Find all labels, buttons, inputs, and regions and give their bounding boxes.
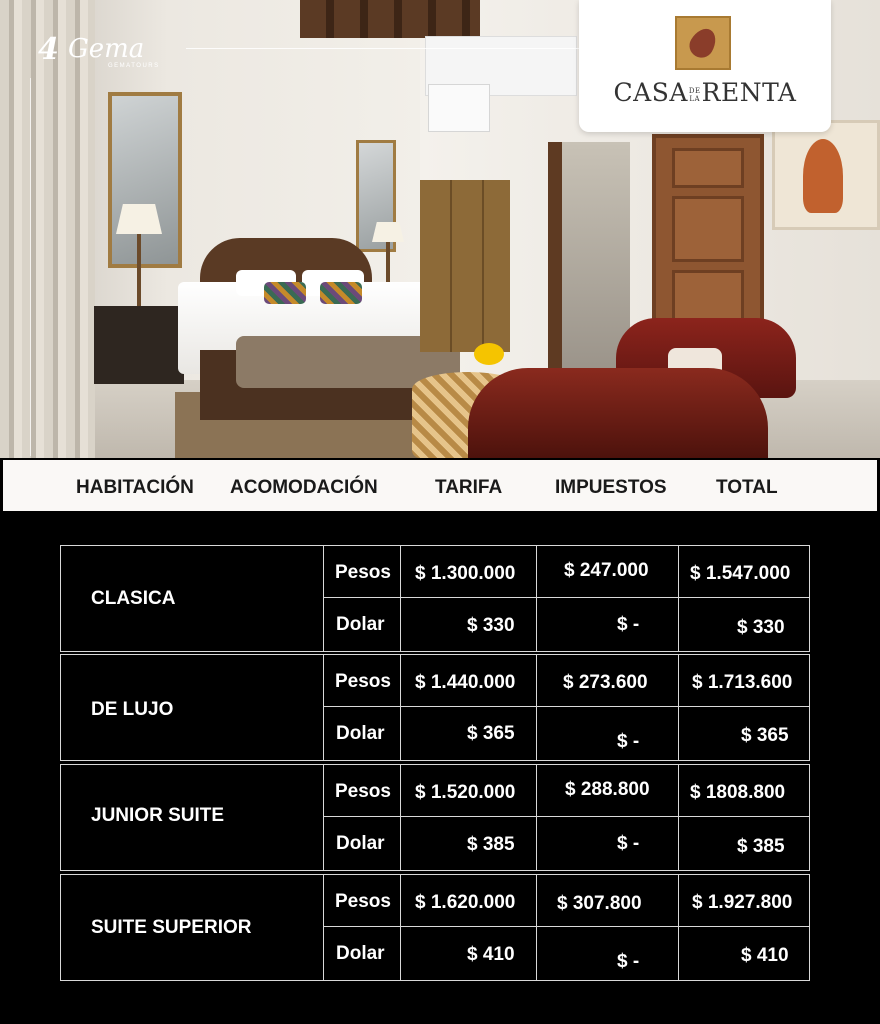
room-cell <box>60 764 325 871</box>
door-panel <box>672 196 744 262</box>
tarifa-value: $ 1.620.000 <box>415 892 516 913</box>
rate-block-junior-suite <box>60 764 810 871</box>
gema-logo-text: Gema <box>68 34 145 64</box>
gema-logo <box>38 30 168 74</box>
tarifa-value: $ 1.520.000 <box>415 782 516 803</box>
impuestos-value: $ 288.800 <box>565 779 650 800</box>
ceiling-beams <box>300 0 480 38</box>
tarifa-cell <box>400 545 538 599</box>
tarifa-cell <box>400 654 538 708</box>
currency-cell <box>323 926 402 981</box>
total-value: $ 330 <box>737 617 785 638</box>
impuestos-value: $ - <box>617 833 640 854</box>
tarifa-cell <box>400 597 538 652</box>
tarifa-value: $ 365 <box>467 723 515 744</box>
impuestos-value: $ 273.600 <box>563 672 648 693</box>
total-value: $ 1.713.600 <box>692 672 793 693</box>
impuestos-cell <box>536 764 680 818</box>
header-acomodacion: ACOMODACIÓN <box>230 477 378 498</box>
header-total: TOTAL <box>716 477 778 498</box>
hotel-name-small <box>689 87 701 103</box>
hotel-name-part: CASA <box>613 78 688 107</box>
impuestos-cell <box>536 926 680 981</box>
wall-art <box>772 120 880 230</box>
currency-label: Pesos <box>335 891 391 912</box>
lamp-left <box>116 204 162 234</box>
impuestos-value: $ 247.000 <box>564 560 649 581</box>
total-value: $ 365 <box>741 725 789 746</box>
tarifa-cell <box>400 874 538 928</box>
impuestos-cell <box>536 706 680 761</box>
total-cell <box>678 926 810 981</box>
rate-block-de-lujo <box>60 654 810 761</box>
total-value: $ 410 <box>741 945 789 966</box>
room-name: JUNIOR SUITE <box>91 805 225 826</box>
leaf-icon <box>685 24 721 62</box>
header-tarifa: TARIFA <box>435 477 503 498</box>
header-habitacion: HABITACIÓN <box>76 477 194 498</box>
currency-cell <box>323 545 402 599</box>
gema-logo-mark: 4 <box>38 32 59 67</box>
impuestos-cell <box>536 597 680 652</box>
total-value: $ 1.547.000 <box>690 563 791 584</box>
tarifa-cell <box>400 706 538 761</box>
total-cell <box>678 654 810 708</box>
total-value: $ 1.927.800 <box>692 892 793 913</box>
currency-label: Pesos <box>335 781 391 802</box>
total-cell <box>678 816 810 871</box>
currency-label: Dolar <box>336 833 385 854</box>
impuestos-value: $ - <box>617 614 640 635</box>
leaf-emblem-icon <box>675 16 731 70</box>
total-cell <box>678 764 810 818</box>
total-value: $ 385 <box>737 836 785 857</box>
tarifa-value: $ 1.440.000 <box>415 672 516 693</box>
rate-block-clasica <box>60 545 810 652</box>
tarifa-value: $ 385 <box>467 834 515 855</box>
impuestos-value: $ - <box>617 731 640 752</box>
room-cell <box>60 654 325 761</box>
nightstand-left <box>94 306 184 384</box>
tarifa-value: $ 1.300.000 <box>415 563 516 584</box>
currency-cell <box>323 816 402 871</box>
art-figure <box>803 139 843 213</box>
total-value: $ 1808.800 <box>690 782 786 803</box>
impuestos-cell <box>536 654 680 708</box>
impuestos-value: $ - <box>617 951 640 972</box>
total-cell <box>678 706 810 761</box>
armchair-front <box>468 368 768 458</box>
currency-cell <box>323 764 402 818</box>
currency-label: Pesos <box>335 562 391 583</box>
flowers <box>474 343 504 365</box>
lamp-right <box>372 222 404 242</box>
currency-label: Dolar <box>336 943 385 964</box>
hotel-name-part: RENTA <box>701 78 797 107</box>
currency-label: Dolar <box>336 723 385 744</box>
casa-de-la-renta-logo <box>579 0 831 132</box>
divider-line <box>30 78 31 456</box>
tarifa-cell <box>400 764 538 818</box>
currency-cell <box>323 654 402 708</box>
currency-cell <box>323 874 402 928</box>
impuestos-cell <box>536 874 680 928</box>
header-impuestos: IMPUESTOS <box>555 477 667 498</box>
air-conditioner <box>428 84 490 132</box>
currency-label: Pesos <box>335 671 391 692</box>
tarifa-value: $ 410 <box>467 944 515 965</box>
column-header-bar <box>3 460 877 511</box>
gema-logo-subtitle: GEMATOURS <box>108 63 160 69</box>
room-cell <box>60 545 325 652</box>
currency-cell <box>323 706 402 761</box>
rate-block-suite-superior <box>60 874 810 981</box>
room-name: CLASICA <box>91 588 176 609</box>
tarifa-value: $ 330 <box>467 615 515 636</box>
tarifa-cell <box>400 926 538 981</box>
room-name: DE LUJO <box>91 699 174 720</box>
mirror-left <box>108 92 182 268</box>
currency-label: Dolar <box>336 614 385 635</box>
bathroom-doorway <box>548 142 630 370</box>
total-cell <box>678 545 810 599</box>
hotel-name-de: DE <box>688 86 701 95</box>
currency-cell <box>323 597 402 652</box>
total-cell <box>678 874 810 928</box>
room-name: SUITE SUPERIOR <box>91 917 252 938</box>
hotel-name-la: LA <box>689 94 701 103</box>
impuestos-cell <box>536 545 680 599</box>
door-panel <box>672 148 744 188</box>
lamp-left-stem <box>137 234 141 306</box>
room-cell <box>60 874 325 981</box>
decorative-cushion <box>264 282 306 304</box>
divider-line <box>186 48 580 49</box>
total-cell <box>678 597 810 652</box>
impuestos-cell <box>536 816 680 871</box>
impuestos-value: $ 307.800 <box>557 893 642 914</box>
tarifa-cell <box>400 816 538 871</box>
hotel-name <box>579 78 831 107</box>
decorative-cushion <box>320 282 362 304</box>
folding-screen <box>420 180 510 352</box>
